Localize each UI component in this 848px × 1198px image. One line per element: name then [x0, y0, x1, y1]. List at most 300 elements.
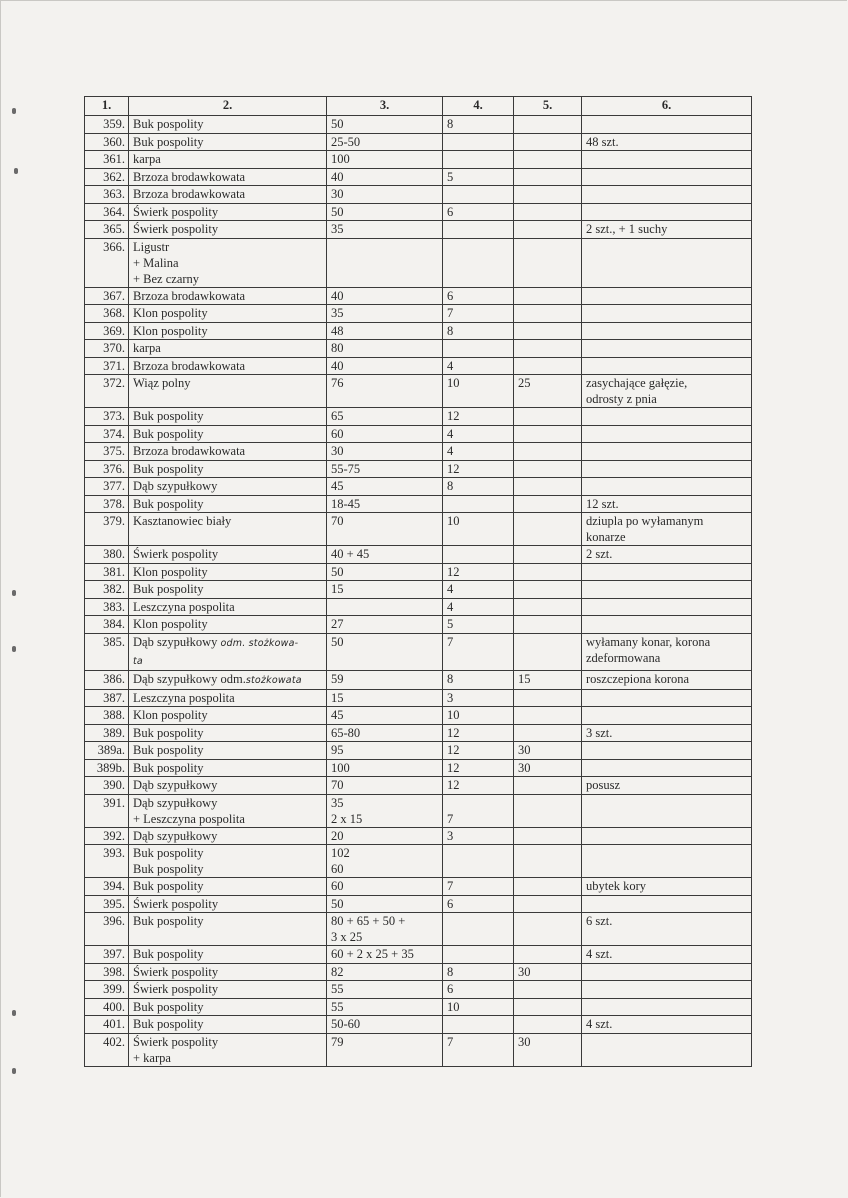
cell-species [129, 151, 327, 169]
cell-number [85, 322, 129, 340]
cell-col-4 [443, 151, 514, 169]
cell-number-text: 396. [103, 914, 125, 928]
table-row [85, 563, 752, 581]
cell-species-text: Świerk pospolity [133, 222, 219, 236]
cell-col-3 [327, 963, 443, 981]
cell-col-4-text: 7 [447, 306, 454, 320]
cell-species-text: Dąb szypułkowy [133, 479, 218, 493]
cell-col-3 [327, 878, 443, 896]
cell-col-3-text: 100 [331, 760, 350, 775]
cell-col-5 [514, 375, 582, 408]
cell-col-3 [327, 238, 443, 287]
cell-number-text: 365. [103, 222, 125, 236]
cell-col-5 [514, 1016, 582, 1034]
cell-number [85, 670, 129, 689]
table-row [85, 495, 752, 513]
cell-col-5 [514, 425, 582, 443]
cell-col-3-text: 45 [331, 479, 344, 493]
cell-species-text: Leszczyna pospolita [133, 690, 235, 705]
cell-col-3-text: 15 [331, 690, 344, 705]
cell-col-4-text: 4 [447, 444, 454, 458]
cell-number-text: 389b. [96, 760, 125, 775]
cell-col-6 [582, 322, 752, 340]
cell-number-text: 384. [103, 617, 125, 631]
cell-col-3-text: 60 [331, 426, 344, 441]
cell-col-3 [327, 221, 443, 239]
cell-number [85, 513, 129, 546]
cell-col-4 [443, 133, 514, 151]
cell-species-text: Dąb szypułkowy odm. [133, 671, 246, 686]
cell-col-3-text: 70 [331, 514, 344, 528]
cell-col-3-text: 35 [331, 222, 344, 236]
cell-col-4-text: 4 [447, 599, 454, 614]
cell-number [85, 794, 129, 827]
handwritten-note: stożkowata [245, 674, 302, 686]
cell-number [85, 827, 129, 845]
cell-col-4-text: 12 [447, 461, 460, 476]
cell-col-3 [327, 478, 443, 496]
cell-col-4-text: 8 [447, 323, 454, 338]
cell-number-text: 397. [103, 947, 125, 961]
cell-col-3 [327, 777, 443, 795]
cell-species-text: Buk pospolity [133, 947, 204, 961]
cell-col-3-text: 70 [331, 778, 344, 792]
cell-number [85, 408, 129, 426]
cell-col-4 [443, 168, 514, 186]
cell-species [129, 478, 327, 496]
cell-species-text: Dąb szypułkowy [133, 828, 218, 843]
cell-col-6 [582, 340, 752, 358]
cell-col-4 [443, 478, 514, 496]
cell-col-5 [514, 633, 582, 670]
cell-col-3 [327, 633, 443, 670]
cell-col-5 [514, 563, 582, 581]
cell-species [129, 186, 327, 204]
cell-col-3-text: 79 [331, 1034, 344, 1049]
cell-species-text: Buk pospolity [133, 725, 204, 740]
tree-inventory-table [84, 96, 752, 1067]
cell-number-text: 379. [103, 514, 125, 528]
cell-number [85, 998, 129, 1016]
cell-col-3 [327, 581, 443, 599]
table-row [85, 998, 752, 1016]
cell-col-5 [514, 151, 582, 169]
cell-species [129, 616, 327, 634]
cell-col-6 [582, 357, 752, 375]
cell-col-5 [514, 305, 582, 323]
cell-col-5 [514, 742, 582, 760]
cell-species-text: Brzoza brodawkowata [133, 444, 246, 458]
cell-col-4-text: 10 [447, 376, 460, 390]
cell-species [129, 794, 327, 827]
cell-number [85, 707, 129, 725]
cell-col-6 [582, 408, 752, 426]
cell-col-3-text: 100 [331, 152, 350, 166]
cell-col-6 [582, 878, 752, 896]
cell-col-4 [443, 845, 514, 878]
cell-col-5 [514, 443, 582, 461]
table-row [85, 742, 752, 760]
cell-col-3-text: 25-50 [331, 134, 361, 149]
cell-species [129, 981, 327, 999]
cell-species-text: Świerk pospolity [133, 964, 219, 979]
cell-number-text: 393. [103, 846, 125, 860]
cell-col-6 [582, 1033, 752, 1066]
cell-col-3-text: 80 + 65 + 50 + 3 x 25 [331, 914, 406, 944]
cell-number-text: 398. [103, 964, 125, 979]
cell-col-5 [514, 203, 582, 221]
cell-col-6 [582, 443, 752, 461]
cell-col-4-text: 6 [447, 288, 454, 303]
cell-species [129, 581, 327, 599]
cell-col-4 [443, 513, 514, 546]
table-row [85, 845, 752, 878]
cell-col-4 [443, 581, 514, 599]
cell-col-6-text: 4 szt. [586, 947, 613, 961]
table-row [85, 616, 752, 634]
cell-number [85, 633, 129, 670]
cell-species-text: Wiąz polny [133, 376, 191, 390]
table-row [85, 827, 752, 845]
cell-col-6-text: dziupla po wyłamanym konarze [586, 514, 704, 544]
cell-col-6 [582, 998, 752, 1016]
cell-number-text: 391. [103, 795, 125, 810]
cell-col-5-text: 30 [518, 964, 531, 979]
cell-number-text: 376. [103, 461, 125, 476]
cell-col-3-text: 50 [331, 634, 344, 649]
cell-col-4-text: 12 [447, 778, 460, 792]
cell-col-5-text: 30 [518, 743, 531, 757]
table-row [85, 981, 752, 999]
cell-col-4-text: 3 [447, 690, 454, 705]
cell-number [85, 340, 129, 358]
cell-number [85, 425, 129, 443]
cell-col-3 [327, 845, 443, 878]
cell-col-6 [582, 777, 752, 795]
table-row [85, 724, 752, 742]
header-col-5: 5. [514, 97, 582, 116]
cell-col-6-text: 2 szt., + 1 suchy [586, 222, 668, 236]
cell-col-3-text: 30 [331, 444, 344, 458]
cell-col-6 [582, 116, 752, 134]
cell-col-4-text: 8 [447, 117, 454, 131]
cell-col-5 [514, 357, 582, 375]
cell-col-3 [327, 186, 443, 204]
table-row [85, 794, 752, 827]
cell-species [129, 203, 327, 221]
cell-col-6-text: 48 szt. [586, 134, 619, 149]
cell-number-text: 390. [103, 778, 125, 792]
cell-number-text: 380. [103, 547, 125, 561]
table-row [85, 689, 752, 707]
table-row [85, 670, 752, 689]
cell-col-5 [514, 913, 582, 946]
cell-number-text: 364. [103, 204, 125, 219]
cell-col-3-text: 50 [331, 564, 344, 579]
cell-col-5 [514, 581, 582, 599]
cell-species [129, 563, 327, 581]
cell-col-4 [443, 425, 514, 443]
cell-col-3 [327, 742, 443, 760]
cell-number-text: 375. [103, 444, 125, 458]
cell-col-3-text: 40 [331, 358, 344, 373]
cell-species-text: Buk pospolity [133, 409, 204, 423]
cell-col-5 [514, 186, 582, 204]
cell-number-text: 383. [103, 599, 125, 614]
cell-col-4 [443, 759, 514, 777]
cell-col-5 [514, 598, 582, 616]
cell-col-3 [327, 563, 443, 581]
cell-col-4 [443, 203, 514, 221]
cell-col-5 [514, 408, 582, 426]
cell-col-3 [327, 794, 443, 827]
cell-col-4-text: 5 [447, 617, 454, 631]
cell-number [85, 742, 129, 760]
cell-col-6 [582, 186, 752, 204]
cell-number-text: 370. [103, 341, 125, 355]
cell-col-3 [327, 707, 443, 725]
cell-col-6 [582, 581, 752, 599]
cell-col-3 [327, 425, 443, 443]
table-row [85, 707, 752, 725]
cell-number [85, 443, 129, 461]
cell-col-6 [582, 168, 752, 186]
table-row [85, 186, 752, 204]
header-col-2: 2. [129, 97, 327, 116]
cell-col-3-text: 40 + 45 [331, 547, 370, 561]
cell-col-3-text: 55 [331, 982, 344, 996]
cell-species [129, 287, 327, 305]
table-row [85, 598, 752, 616]
cell-col-4 [443, 633, 514, 670]
cell-col-3-text: 95 [331, 743, 344, 757]
cell-col-3-text: 82 [331, 964, 344, 979]
cell-species-text: Buk pospolity [133, 999, 204, 1014]
cell-col-3 [327, 724, 443, 742]
cell-col-5 [514, 670, 582, 689]
cell-col-6-text: ubytek kory [586, 879, 647, 893]
header-col-1: 1. [85, 97, 129, 116]
cell-col-5 [514, 689, 582, 707]
cell-col-6-text: 6 szt. [586, 914, 613, 928]
cell-species-text: Buk pospolity Buk pospolity [133, 846, 204, 876]
cell-col-5 [514, 495, 582, 513]
cell-col-4-text: 6 [447, 896, 454, 911]
table-row [85, 443, 752, 461]
cell-col-6 [582, 151, 752, 169]
cell-col-3-text: 59 [331, 671, 344, 686]
cell-species [129, 305, 327, 323]
cell-species-text: Świerk pospolity [133, 547, 219, 561]
cell-number [85, 563, 129, 581]
cell-number [85, 546, 129, 564]
cell-col-5-text: 30 [518, 760, 531, 775]
cell-species-text: Klon pospolity [133, 564, 208, 579]
cell-species [129, 238, 327, 287]
cell-species-text: karpa [133, 341, 161, 355]
cell-number-text: 366. [103, 239, 125, 254]
cell-col-5 [514, 546, 582, 564]
cell-number [85, 689, 129, 707]
cell-col-4-text: 12 [447, 564, 460, 579]
cell-col-4-text: 8 [447, 964, 454, 979]
table-row [85, 633, 752, 670]
cell-col-3 [327, 133, 443, 151]
cell-col-6 [582, 375, 752, 408]
cell-col-4 [443, 963, 514, 981]
cell-col-3-text: 30 [331, 187, 344, 201]
cell-col-3 [327, 670, 443, 689]
cell-species [129, 633, 327, 670]
cell-number-text: 368. [103, 306, 125, 320]
cell-number-text: 386. [103, 671, 125, 686]
table-row [85, 777, 752, 795]
punch-mark [12, 1010, 16, 1016]
cell-species [129, 913, 327, 946]
cell-species-text: Buk pospolity [133, 582, 204, 596]
cell-col-6 [582, 794, 752, 827]
cell-col-6-text: 12 szt. [586, 496, 619, 511]
table-row [85, 1016, 752, 1034]
table-row [85, 946, 752, 964]
cell-col-4-text: 6 [447, 204, 454, 219]
cell-species [129, 443, 327, 461]
cell-number [85, 724, 129, 742]
cell-col-4 [443, 670, 514, 689]
cell-number [85, 116, 129, 134]
cell-col-6 [582, 946, 752, 964]
cell-col-4-text: 12 [447, 743, 460, 757]
cell-col-5 [514, 724, 582, 742]
cell-number-text: 392. [103, 828, 125, 843]
cell-number [85, 895, 129, 913]
cell-species [129, 546, 327, 564]
cell-col-6-text: 2 szt. [586, 547, 613, 561]
cell-col-6 [582, 895, 752, 913]
cell-col-5 [514, 133, 582, 151]
cell-col-6 [582, 598, 752, 616]
cell-col-6 [582, 546, 752, 564]
cell-number-text: 394. [103, 879, 125, 893]
cell-col-6-text: 4 szt. [586, 1017, 613, 1031]
header-col-3: 3. [327, 97, 443, 116]
cell-col-3-text: 65 [331, 409, 344, 423]
cell-number [85, 151, 129, 169]
cell-col-4-text: 4 [447, 426, 454, 441]
cell-species [129, 513, 327, 546]
cell-number-text: 373. [103, 409, 125, 423]
cell-col-4-text: 10 [447, 999, 460, 1014]
cell-number-text: 395. [103, 896, 125, 911]
cell-col-6-text: posusz [586, 778, 621, 792]
cell-col-5 [514, 981, 582, 999]
cell-col-4 [443, 443, 514, 461]
cell-col-6 [582, 513, 752, 546]
cell-col-6 [582, 724, 752, 742]
cell-col-3 [327, 203, 443, 221]
cell-species [129, 689, 327, 707]
cell-col-4-text: 8 [447, 671, 454, 686]
cell-species [129, 1016, 327, 1034]
table-row [85, 963, 752, 981]
cell-col-6 [582, 133, 752, 151]
cell-col-4 [443, 495, 514, 513]
cell-number [85, 598, 129, 616]
cell-species [129, 425, 327, 443]
cell-col-5 [514, 878, 582, 896]
cell-col-3-text: 18-45 [331, 496, 361, 511]
cell-number [85, 460, 129, 478]
table-row [85, 425, 752, 443]
cell-number-text: 372. [103, 376, 125, 390]
cell-col-4 [443, 616, 514, 634]
cell-species [129, 116, 327, 134]
table-row [85, 581, 752, 599]
header-row [85, 97, 752, 116]
cell-species-text: Brzoza brodawkowata [133, 288, 246, 303]
cell-species-text: Klon pospolity [133, 323, 208, 338]
cell-col-4-text: 6 [447, 982, 454, 996]
cell-col-4 [443, 794, 514, 827]
cell-number-text: 402. [103, 1034, 125, 1049]
cell-species-text: Brzoza brodawkowata [133, 358, 246, 373]
cell-number-text: 385. [103, 634, 125, 649]
cell-col-3 [327, 981, 443, 999]
cell-number [85, 133, 129, 151]
cell-col-3-text: 20 [331, 828, 344, 843]
cell-col-6 [582, 221, 752, 239]
cell-col-6-text: roszczepiona korona [586, 671, 690, 686]
cell-col-4 [443, 116, 514, 134]
cell-col-5 [514, 478, 582, 496]
cell-species-text: Ligustr + Malina + Bez czarny [133, 239, 200, 286]
cell-species-text: karpa [133, 152, 161, 166]
cell-col-6 [582, 478, 752, 496]
cell-col-6 [582, 425, 752, 443]
cell-species-text: Buk pospolity [133, 461, 204, 476]
cell-col-5-text: 25 [518, 376, 531, 390]
cell-col-6 [582, 913, 752, 946]
cell-col-3-text: 48 [331, 323, 344, 338]
cell-number-text: 361. [103, 152, 125, 166]
cell-col-5 [514, 963, 582, 981]
cell-col-4 [443, 742, 514, 760]
cell-species [129, 460, 327, 478]
table-row [85, 151, 752, 169]
cell-species-text: Buk pospolity [133, 914, 204, 928]
cell-col-6 [582, 633, 752, 670]
cell-species-text: Buk pospolity [133, 496, 204, 511]
cell-species-text: Buk pospolity [133, 760, 204, 775]
cell-species-text: Świerk pospolity + karpa [133, 1034, 219, 1065]
cell-species [129, 759, 327, 777]
cell-col-3-text: 40 [331, 288, 344, 303]
cell-number [85, 759, 129, 777]
cell-col-3-text: 50 [331, 204, 344, 219]
cell-species [129, 878, 327, 896]
cell-col-3 [327, 340, 443, 358]
cell-number [85, 357, 129, 375]
cell-number [85, 375, 129, 408]
table-row [85, 168, 752, 186]
cell-species-text: Klon pospolity [133, 708, 208, 722]
cell-species-text: Świerk pospolity [133, 204, 219, 219]
cell-number [85, 581, 129, 599]
cell-species [129, 845, 327, 878]
cell-number-text: 401. [103, 1017, 125, 1031]
cell-col-6 [582, 759, 752, 777]
cell-col-3-text: 50 [331, 117, 344, 131]
